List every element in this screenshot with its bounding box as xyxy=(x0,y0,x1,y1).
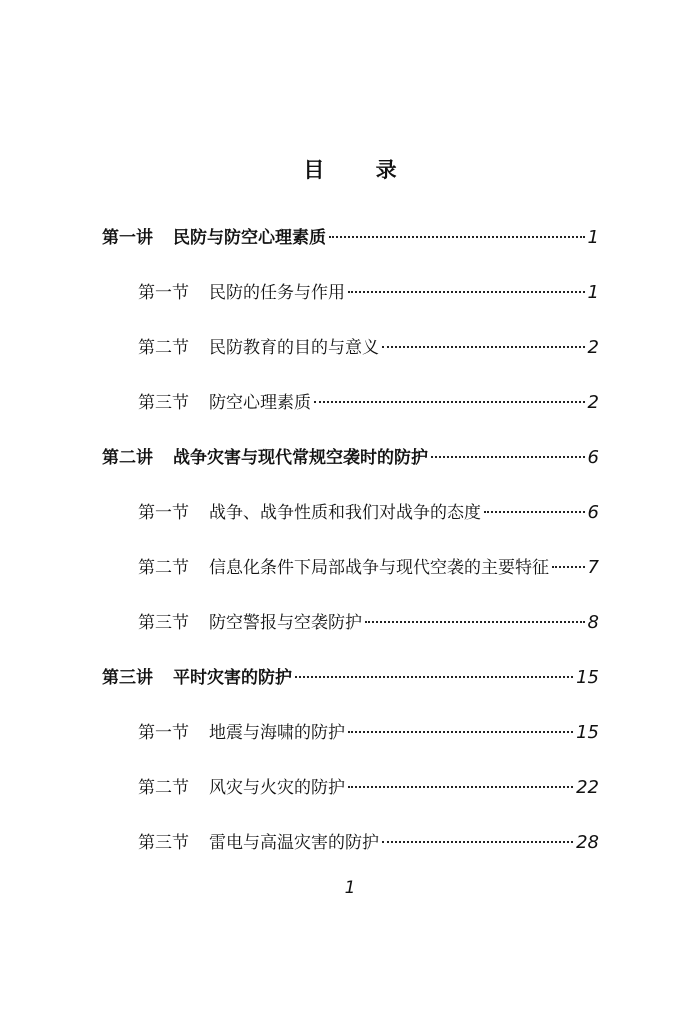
entry-title: 雷电与高温灾害的防护 xyxy=(209,833,379,853)
toc-entry-lecture-3[interactable] xyxy=(102,665,599,691)
leader-dots xyxy=(295,676,573,678)
entry-page-number: 6 xyxy=(587,447,599,468)
toc-title: 目 录 xyxy=(303,158,419,182)
entry-title: 防空心理素质 xyxy=(209,393,311,413)
leader-dots xyxy=(431,456,585,458)
leader-dots xyxy=(348,731,573,733)
entry-page-number: 22 xyxy=(576,777,599,798)
entry-title: 战争灾害与现代常规空袭时的防护 xyxy=(173,448,428,468)
entry-title: 地震与海啸的防护 xyxy=(209,723,345,743)
leader-dots xyxy=(348,786,573,788)
entry-title: 风灾与火灾的防护 xyxy=(209,778,345,798)
entry-number: 第三讲 xyxy=(102,668,153,688)
leader-dots xyxy=(382,841,573,843)
entry-page-number: 7 xyxy=(587,557,599,578)
entry-title: 战争、战争性质和我们对战争的态度 xyxy=(209,503,481,523)
leader-dots xyxy=(365,621,585,623)
toc-entry-section-1-1[interactable] xyxy=(138,280,599,306)
toc-entry-section-1-2[interactable] xyxy=(138,335,599,361)
toc-entry-section-1-3[interactable] xyxy=(138,390,599,416)
entry-number: 第二节 xyxy=(138,778,189,798)
entry-number: 第一节 xyxy=(138,503,189,523)
entry-title: 平时灾害的防护 xyxy=(173,668,292,688)
entry-title: 防空警报与空袭防护 xyxy=(209,613,362,633)
toc-entry-section-2-3[interactable] xyxy=(138,610,599,636)
leader-dots xyxy=(552,566,585,568)
entry-title: 民防教育的目的与意义 xyxy=(209,338,379,358)
leader-dots xyxy=(382,346,585,348)
toc-entry-lecture-1[interactable] xyxy=(102,225,599,251)
toc-entry-section-2-2[interactable] xyxy=(138,555,599,581)
entry-title: 民防与防空心理素质 xyxy=(173,228,326,248)
entry-page-number: 28 xyxy=(576,832,599,853)
entry-number: 第二讲 xyxy=(102,448,153,468)
leader-dots xyxy=(484,511,585,513)
entry-page-number: 1 xyxy=(587,227,599,248)
entry-number: 第三节 xyxy=(138,613,189,633)
entry-title: 民防的任务与作用 xyxy=(209,283,345,303)
footer-page-number: 1 xyxy=(344,878,356,898)
entry-page-number: 15 xyxy=(576,667,599,688)
entry-page-number: 8 xyxy=(587,612,599,633)
entry-page-number: 1 xyxy=(587,282,599,303)
toc-entry-lecture-2[interactable] xyxy=(102,445,599,471)
entry-number: 第一讲 xyxy=(102,228,153,248)
entry-title: 信息化条件下局部战争与现代空袭的主要特征 xyxy=(209,558,549,578)
entry-page-number: 15 xyxy=(576,722,599,743)
leader-dots xyxy=(314,401,585,403)
toc-entry-section-3-1[interactable] xyxy=(138,720,599,746)
leader-dots xyxy=(329,236,585,238)
entry-page-number: 6 xyxy=(587,502,599,523)
entry-number: 第三节 xyxy=(138,393,189,413)
entry-number: 第三节 xyxy=(138,833,189,853)
toc-entry-section-3-2[interactable] xyxy=(138,775,599,801)
toc-entry-section-2-1[interactable] xyxy=(138,500,599,526)
entry-number: 第一节 xyxy=(138,723,189,743)
entry-number: 第二节 xyxy=(138,338,189,358)
entry-page-number: 2 xyxy=(587,337,599,358)
toc-entry-section-3-3[interactable] xyxy=(138,830,599,856)
entry-number: 第一节 xyxy=(138,283,189,303)
entry-number: 第二节 xyxy=(138,558,189,578)
entry-page-number: 2 xyxy=(587,392,599,413)
leader-dots xyxy=(348,291,585,293)
